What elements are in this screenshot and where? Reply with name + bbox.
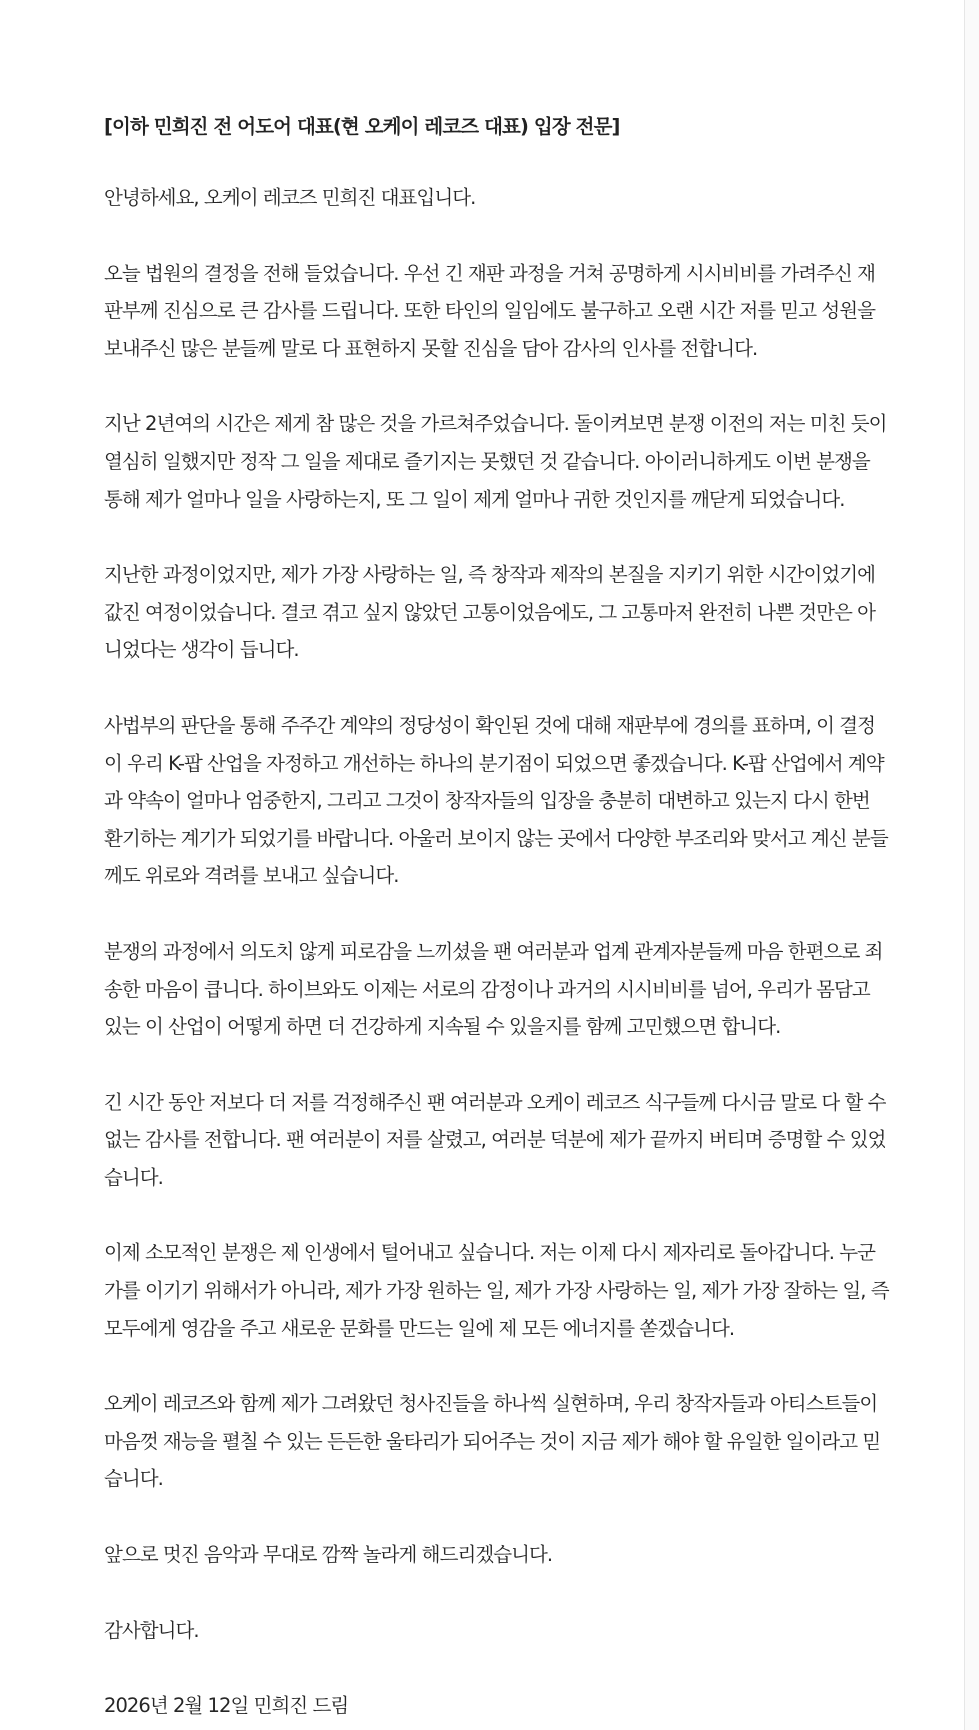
text-line: 오늘 법원의 결정을 전해 들었습니다. 우선 긴 재판 과정을 거쳐 공명하게 시시비비를 가려주신 재 — [104, 261, 876, 285]
paragraph-gratitude — [104, 1084, 904, 1197]
text-line: 분쟁의 과정에서 의도치 않게 피로감을 느끼셨을 팬 여러분과 업계 관계자분들께 마음 한편으로 죄 — [104, 939, 883, 963]
text-line: 습니다. — [104, 1165, 163, 1189]
text-line: 이제 소모적인 분쟁은 제 인생에서 털어내고 싶습니다. 저는 이제 다시 제자리로 돌아갑니다. 누군 — [104, 1241, 876, 1265]
text-line: 이 우리 K-팝 산업을 자정하고 개선하는 하나의 분기점이 되었으면 좋겠습니다. K-팝 산업에서 계약 — [104, 751, 884, 775]
text-line: 습니다. — [104, 1467, 163, 1491]
signature-line: 2026년 2월 12일 민희진 드림 — [104, 1694, 349, 1718]
closing-thanks: 감사합니다. — [104, 1618, 199, 1642]
paragraph-judiciary — [104, 707, 904, 895]
text-line: 긴 시간 동안 저보다 더 저를 걱정해주신 팬 여러분과 오케이 레코즈 식구들께 다시금 말로 다 할 수 — [104, 1090, 886, 1114]
greeting-paragraph: 안녕하세요, 오케이 레코즈 민희진 대표입니다. — [104, 186, 476, 209]
text-line: 환기하는 계기가 되었기를 바랍니다. 아울러 보이지 않는 곳에서 다양한 부조리와 맞서고 계신 분들 — [104, 826, 888, 850]
paragraph-apology — [104, 933, 904, 1046]
text-line: 열심히 일했지만 정작 그 일을 제대로 즐기지는 못했던 것 같습니다. 아이러니하게도 이번 분쟁을 — [104, 449, 870, 473]
text-line: 보내주신 많은 분들께 말로 다 표현하지 못할 진심을 담아 감사의 인사를 전합니다. — [104, 336, 758, 360]
paragraph-moving-on — [104, 1234, 904, 1347]
text-line: 마음껏 재능을 펼칠 수 있는 든든한 울타리가 되어주는 것이 지금 제가 해야 할 유일한 일이라고 믿 — [104, 1429, 881, 1453]
text-line: 께도 위로와 격려를 보내고 싶습니다. — [104, 864, 399, 888]
text-line: 값진 여정이었습니다. 결코 겪고 싶지 않았던 고통이었음에도, 그 고통마저 완전히 나쁜 것만은 아 — [104, 600, 876, 624]
statement-article — [104, 108, 904, 1725]
paragraph-two-years — [104, 405, 904, 518]
text-line: 과 약속이 얼마나 엄중한지, 그리고 그것이 창작자들의 입장을 충분히 대변하고 있는지 다시 한번 — [104, 789, 870, 813]
text-line: 니었다는 생각이 듭니다. — [104, 638, 299, 662]
text-line: 송한 마음이 큽니다. 하이브와도 이제는 서로의 감정이나 과거의 시시비비를 넘어, 우리가 몸담고 — [104, 977, 870, 1001]
scrollbar-track[interactable] — [965, 0, 979, 1730]
statement-heading: [이하 민희진 전 어도어 대표(현 오케이 레코즈 대표) 입장 전문] — [104, 115, 620, 138]
text-line: 지난한 과정이었지만, 제가 가장 사랑하는 일, 즉 창작과 제작의 본질을 지키기 위한 시간이었기에 — [104, 563, 876, 587]
paragraph-blueprint — [104, 1385, 904, 1498]
text-line: 판부께 진심으로 큰 감사를 드립니다. 또한 타인의 일임에도 불구하고 오랜 시간 저를 믿고 성원을 — [104, 299, 876, 323]
text-line: 오케이 레코즈와 함께 제가 그려왔던 청사진들을 하나씩 실현하며, 우리 창작자들과 아티스트들이 — [104, 1392, 878, 1416]
paragraph-court-decision — [104, 255, 904, 368]
text-line: 가를 이기기 위해서가 아니라, 제가 가장 원하는 일, 제가 가장 사랑하는 일, 제가 가장 잘하는 일, 즉 — [104, 1279, 889, 1303]
text-line: 사법부의 판단을 통해 주주간 계약의 정당성이 확인된 것에 대해 재판부에 경의를 표하며, 이 결정 — [104, 713, 876, 737]
text-line: 지난 2년여의 시간은 제게 참 많은 것을 가르쳐주었습니다. 돌이켜보면 분쟁 이전의 저는 미친 듯이 — [104, 412, 887, 436]
text-line: 통해 제가 얼마나 일을 사랑하는지, 또 그 일이 제게 얼마나 귀한 것인지를 깨닫게 되었습니다. — [104, 487, 845, 511]
paragraph-promise: 앞으로 멋진 음악과 무대로 깜짝 놀라게 해드리겠습니다. — [104, 1543, 553, 1567]
text-line: 없는 감사를 전합니다. 팬 여러분이 저를 살렸고, 여러분 덕분에 제가 끝까지 버티며 증명할 수 있었 — [104, 1128, 886, 1152]
paragraph-journey — [104, 556, 904, 669]
text-line: 있는 이 산업이 어떻게 하면 더 건강하게 지속될 수 있을지를 함께 고민했으면 합니다. — [104, 1015, 781, 1039]
text-line: 모두에게 영감을 주고 새로운 문화를 만드는 일에 제 모든 에너지를 쏟겠습니다. — [104, 1316, 735, 1340]
